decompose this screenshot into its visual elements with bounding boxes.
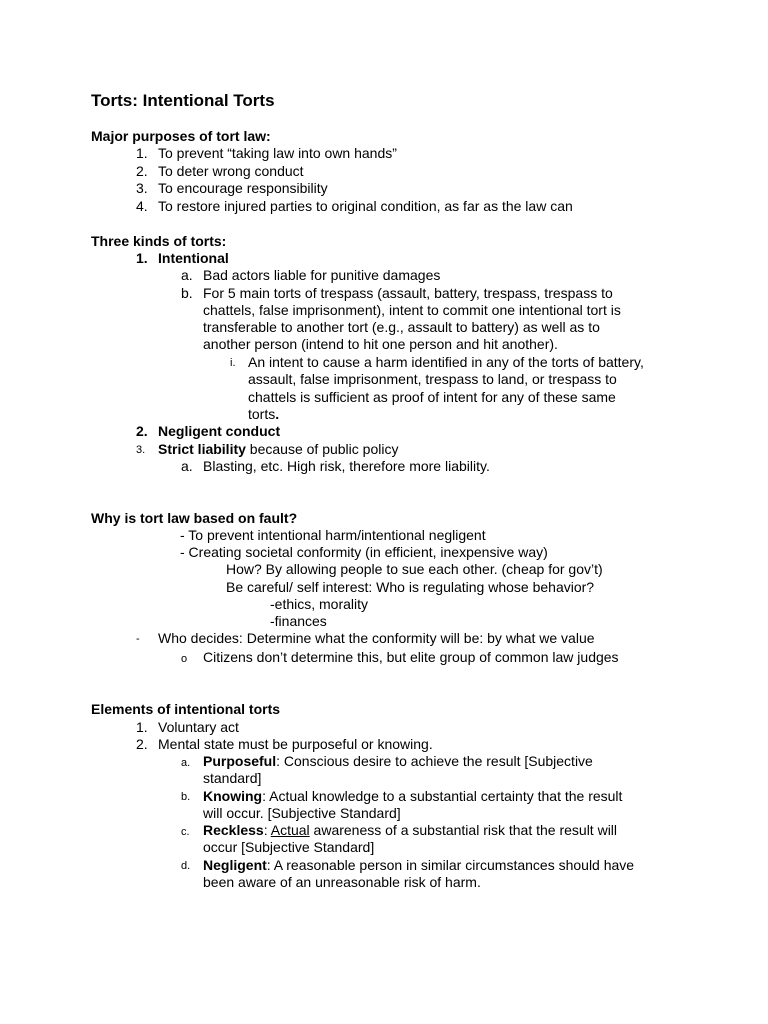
list-marker: i. <box>230 357 236 369</box>
underlined-word: Actual <box>270 822 310 838</box>
text-line: -finances <box>270 613 327 629</box>
page-title: Torts: Intentional Torts <box>91 91 275 110</box>
list-marker: a. <box>181 458 193 474</box>
list-item: Blasting, etc. High risk, therefore more liability. <box>203 458 490 474</box>
list-item: Who decides: Determine what the conformity will be: by what we value <box>158 630 595 646</box>
list-marker: a. <box>181 267 193 283</box>
list-marker: c. <box>181 826 190 838</box>
term: Knowing <box>203 788 263 804</box>
list-item: To prevent “taking law into own hands” <box>158 145 397 161</box>
text-line: For 5 main torts of trespass (assault, battery, trespass, trespass to <box>203 285 613 301</box>
text-line: standard] <box>203 770 262 786</box>
text-fragment: awareness of a substantial risk that the result will <box>309 822 618 838</box>
list-item: Bad actors liable for punitive damages <box>203 267 441 283</box>
text-line: will occur. [Subjective Standard] <box>203 805 401 821</box>
text-line: another person (intend to hit one person and hit another). <box>203 336 558 352</box>
text-line: been aware of an unreasonable risk of harm. <box>203 874 481 890</box>
list-item: Mental state must be purposeful or knowing. <box>158 736 433 752</box>
text-line <box>203 753 593 770</box>
text-line: assault, false imprisonment, trespass to land, or trespass to <box>248 371 617 387</box>
text-line: An intent to cause a harm identified in any of the torts of battery, <box>248 354 644 370</box>
text-line: -ethics, morality <box>270 596 369 612</box>
term: Strict liability <box>158 441 246 457</box>
list-marker: 1. <box>136 250 148 266</box>
list-marker: 3. <box>136 444 146 456</box>
text-fragment: . <box>275 406 280 422</box>
kind-strict <box>158 441 398 458</box>
term: Negligent <box>203 857 267 873</box>
text-line: - Creating societal conformity (in efficient, inexpensive way) <box>180 544 548 560</box>
text-line <box>248 406 279 423</box>
list-marker: o <box>181 653 188 665</box>
list-item: Voluntary act <box>158 719 239 735</box>
list-marker: d. <box>181 860 191 872</box>
list-marker: 3. <box>136 180 148 196</box>
kinds-heading: Three kinds of torts: <box>91 233 227 249</box>
list-marker: 2. <box>136 163 148 179</box>
text-line: chattels is sufficient as proof of intent for any of these same <box>248 389 616 405</box>
list-marker: b. <box>181 285 193 301</box>
list-item: To encourage responsibility <box>158 180 328 196</box>
list-marker: a. <box>181 757 191 769</box>
elements-heading: Elements of intentional torts <box>91 701 281 717</box>
list-marker: 2. <box>136 736 148 752</box>
kind-negligent: Negligent conduct <box>158 423 281 439</box>
text-line: chattels, false imprisonment), intent to commit one intentional tort is <box>203 302 621 318</box>
list-marker: 1. <box>136 719 148 735</box>
term: Reckless <box>203 822 264 838</box>
text-line <box>203 788 622 805</box>
text-line: transferable to another tort (e.g., assault to battery) as well as to <box>203 319 600 335</box>
list-marker: - <box>136 633 140 645</box>
text-fragment: because of public policy <box>245 441 399 457</box>
term: Purposeful <box>203 753 277 769</box>
list-marker: 2. <box>136 423 148 439</box>
text-fragment: : A reasonable person in similar circumstances should have <box>266 857 635 873</box>
list-item: To restore injured parties to original condition, as far as the law can <box>158 198 573 214</box>
text-line: - To prevent intentional harm/intentional negligent <box>180 527 486 543</box>
purposes-heading: Major purposes of tort law: <box>91 128 271 144</box>
list-item: Citizens don’t determine this, but elite group of common law judges <box>203 649 619 665</box>
list-item: To deter wrong conduct <box>158 163 304 179</box>
kind-intentional: Intentional <box>158 250 229 266</box>
text-line: Be careful/ self interest: Who is regulating whose behavior? <box>226 579 595 595</box>
text-line <box>203 857 634 874</box>
fault-heading: Why is tort law based on fault? <box>91 510 298 526</box>
list-marker: b. <box>181 791 191 803</box>
list-marker: 4. <box>136 198 148 214</box>
text-line: How? By allowing people to sue each other. (cheap for gov’t) <box>226 561 603 577</box>
text-fragment: : <box>263 822 271 838</box>
text-fragment: : Actual knowledge to a substantial certainty that the result <box>262 788 623 804</box>
text-line: occur [Subjective Standard] <box>203 839 375 855</box>
text-fragment: : Conscious desire to achieve the result [Subjective <box>276 753 593 769</box>
list-marker: 1. <box>136 145 148 161</box>
text-line <box>203 822 617 839</box>
text-fragment: torts <box>248 406 276 422</box>
